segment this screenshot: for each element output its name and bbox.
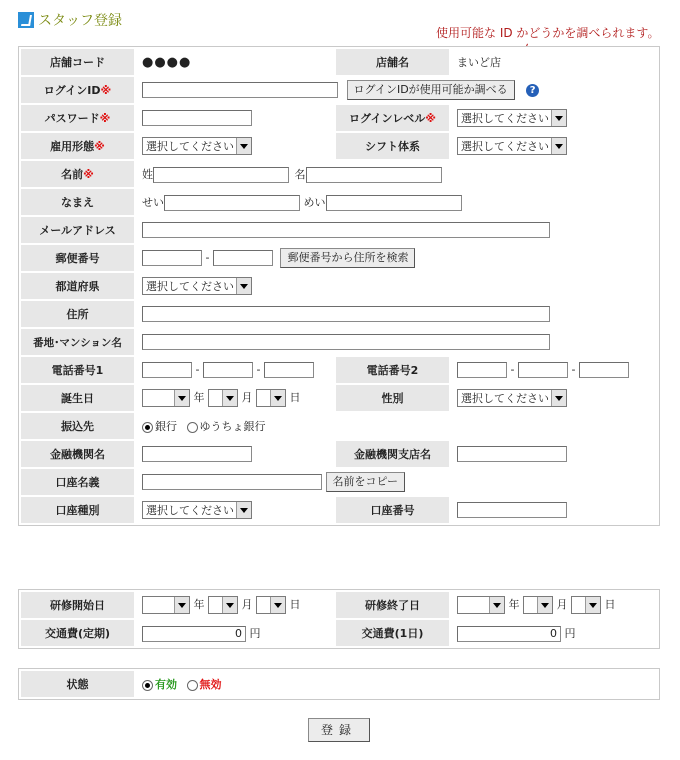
id-check-note: 使用可能な ID かどうかを調べられます。 — [436, 26, 660, 40]
birth-month-select[interactable] — [208, 389, 238, 407]
employment-select[interactable]: 選択してください — [142, 137, 252, 155]
building-input[interactable] — [142, 334, 550, 350]
status-inactive-radio[interactable] — [187, 680, 198, 691]
training-start-month-select[interactable] — [208, 596, 238, 614]
chevron-down-icon — [222, 597, 237, 613]
commute-daily-input[interactable]: 0 — [457, 626, 561, 642]
zip-label: 郵便番号 — [21, 245, 134, 271]
phone2-label: 電話番号2 — [336, 357, 449, 383]
training-end-day-select[interactable] — [571, 596, 601, 614]
shop-code-value: ●●●● — [136, 49, 334, 75]
month-unit: 月 — [241, 391, 253, 404]
bank-name-label: 金融機関名 — [21, 441, 134, 467]
status-label: 状態 — [21, 671, 134, 697]
help-icon[interactable]: ? — [526, 84, 539, 97]
phone1-part2-input[interactable] — [203, 362, 253, 378]
day-unit: 日 — [289, 391, 301, 404]
training-panel — [18, 589, 660, 649]
phone1-part3-input[interactable] — [264, 362, 314, 378]
page-title — [18, 10, 122, 30]
chevron-down-icon — [489, 597, 504, 613]
email-label: メールアドレス — [21, 217, 134, 243]
yen-unit: 円 — [564, 626, 576, 640]
day-unit: 日 — [289, 598, 301, 611]
mei-label: 名 — [294, 167, 306, 181]
transfer-label: 振込先 — [21, 413, 134, 439]
pref-label: 都道府県 — [21, 273, 134, 299]
shift-label: シフト体系 — [336, 133, 449, 159]
kana-label: なまえ — [21, 189, 134, 215]
account-type-label: 口座種別 — [21, 497, 134, 523]
yucho-option-label: ゆうちょ銀行 — [199, 420, 266, 433]
training-start-label: 研修開始日 — [21, 592, 134, 618]
phone2-part2-input[interactable] — [518, 362, 568, 378]
register-button[interactable]: 登録 — [308, 718, 370, 742]
yucho-radio[interactable] — [187, 422, 198, 433]
branch-input[interactable] — [457, 446, 567, 462]
chevron-down-icon — [270, 597, 285, 613]
page-title-text: スタッフ登録 — [38, 13, 122, 29]
account-number-input[interactable] — [457, 502, 567, 518]
chevron-down-icon — [585, 597, 600, 613]
year-unit: 年 — [508, 598, 520, 611]
bank-name-input[interactable] — [142, 446, 252, 462]
dash: - — [195, 363, 200, 376]
account-name-label: 口座名義 — [21, 469, 134, 495]
copy-name-button[interactable]: 名前をコピー — [326, 472, 406, 492]
login-level-select[interactable]: 選択してください — [457, 109, 567, 127]
shop-code-label: 店舗コード — [21, 49, 134, 75]
chevron-down-icon — [174, 597, 189, 613]
first-name-kana-input[interactable] — [326, 195, 462, 211]
account-name-input[interactable] — [142, 474, 322, 490]
email-input[interactable] — [142, 222, 550, 238]
building-label: 番地･マンション名 — [21, 329, 134, 355]
chevron-down-icon — [537, 597, 552, 613]
phone2-part1-input[interactable] — [457, 362, 507, 378]
zip-search-button[interactable]: 郵便番号から住所を検索 — [280, 248, 415, 268]
zip1-input[interactable] — [142, 250, 202, 266]
dash: - — [256, 363, 261, 376]
pref-select[interactable]: 選択してください — [142, 277, 252, 295]
year-unit: 年 — [193, 391, 205, 404]
sei-label: 姓 — [142, 167, 153, 181]
chevron-down-icon — [551, 390, 566, 406]
first-name-input[interactable] — [306, 167, 442, 183]
shop-name-value: まいど店 — [451, 49, 657, 75]
chevron-down-icon — [270, 390, 285, 406]
login-id-label: ログインID※ — [21, 77, 134, 103]
account-type-select[interactable]: 選択してください — [142, 501, 252, 519]
gender-label: 性別 — [336, 385, 449, 411]
dash: - — [571, 363, 576, 376]
login-id-input[interactable] — [142, 82, 338, 98]
chevron-down-icon — [236, 502, 251, 518]
staff-icon — [18, 12, 34, 28]
training-start-year-select[interactable] — [142, 596, 190, 614]
sei-kana-label: せい — [142, 195, 164, 209]
staff-form-panel — [18, 46, 660, 526]
bank-option-label: 銀行 — [155, 420, 177, 433]
phone1-label: 電話番号1 — [21, 357, 134, 383]
name-label: 名前※ — [21, 161, 134, 187]
branch-label: 金融機関支店名 — [336, 441, 449, 467]
shift-select[interactable]: 選択してください — [457, 137, 567, 155]
status-panel — [18, 668, 660, 700]
mei-kana-label: めい — [303, 195, 326, 209]
training-end-year-select[interactable] — [457, 596, 505, 614]
birth-day-select[interactable] — [256, 389, 286, 407]
password-label: パスワード※ — [21, 105, 134, 131]
yen-unit: 円 — [249, 626, 261, 640]
zip2-input[interactable] — [213, 250, 273, 266]
chevron-down-icon — [222, 390, 237, 406]
address-label: 住所 — [21, 301, 134, 327]
status-inactive-label: 無効 — [199, 678, 222, 691]
training-end-month-select[interactable] — [523, 596, 553, 614]
chevron-down-icon — [236, 278, 251, 294]
last-name-input[interactable] — [153, 167, 289, 183]
shop-name-label: 店舗名 — [336, 49, 449, 75]
month-unit: 月 — [241, 598, 253, 611]
year-unit: 年 — [193, 598, 205, 611]
commute-regular-input[interactable]: 0 — [142, 626, 246, 642]
chevron-down-icon — [174, 390, 189, 406]
commute-regular-label: 交通費(定期) — [21, 620, 134, 646]
dash: - — [510, 363, 515, 376]
phone1-part1-input[interactable] — [142, 362, 192, 378]
status-active-radio[interactable] — [142, 680, 153, 691]
account-number-label: 口座番号 — [336, 497, 449, 523]
gender-select[interactable]: 選択してください — [457, 389, 567, 407]
employment-label: 雇用形態※ — [21, 133, 134, 159]
status-active-label: 有効 — [155, 678, 177, 691]
birthday-label: 誕生日 — [21, 385, 134, 411]
day-unit: 日 — [604, 598, 616, 611]
check-login-id-button[interactable]: ログインIDが使用可能か調べる — [347, 80, 515, 100]
bank-radio[interactable] — [142, 422, 153, 433]
phone2-part3-input[interactable] — [579, 362, 629, 378]
login-level-label: ログインレベル※ — [336, 105, 449, 131]
training-start-day-select[interactable] — [256, 596, 286, 614]
birth-year-select[interactable] — [142, 389, 190, 407]
address-input[interactable] — [142, 306, 550, 322]
password-input[interactable] — [142, 110, 252, 126]
last-name-kana-input[interactable] — [164, 195, 300, 211]
month-unit: 月 — [556, 598, 568, 611]
chevron-down-icon — [236, 138, 251, 154]
zip-separator: - — [205, 251, 210, 264]
chevron-down-icon — [551, 138, 566, 154]
training-end-label: 研修終了日 — [336, 592, 449, 618]
commute-daily-label: 交通費(1日) — [336, 620, 449, 646]
chevron-down-icon — [551, 110, 566, 126]
